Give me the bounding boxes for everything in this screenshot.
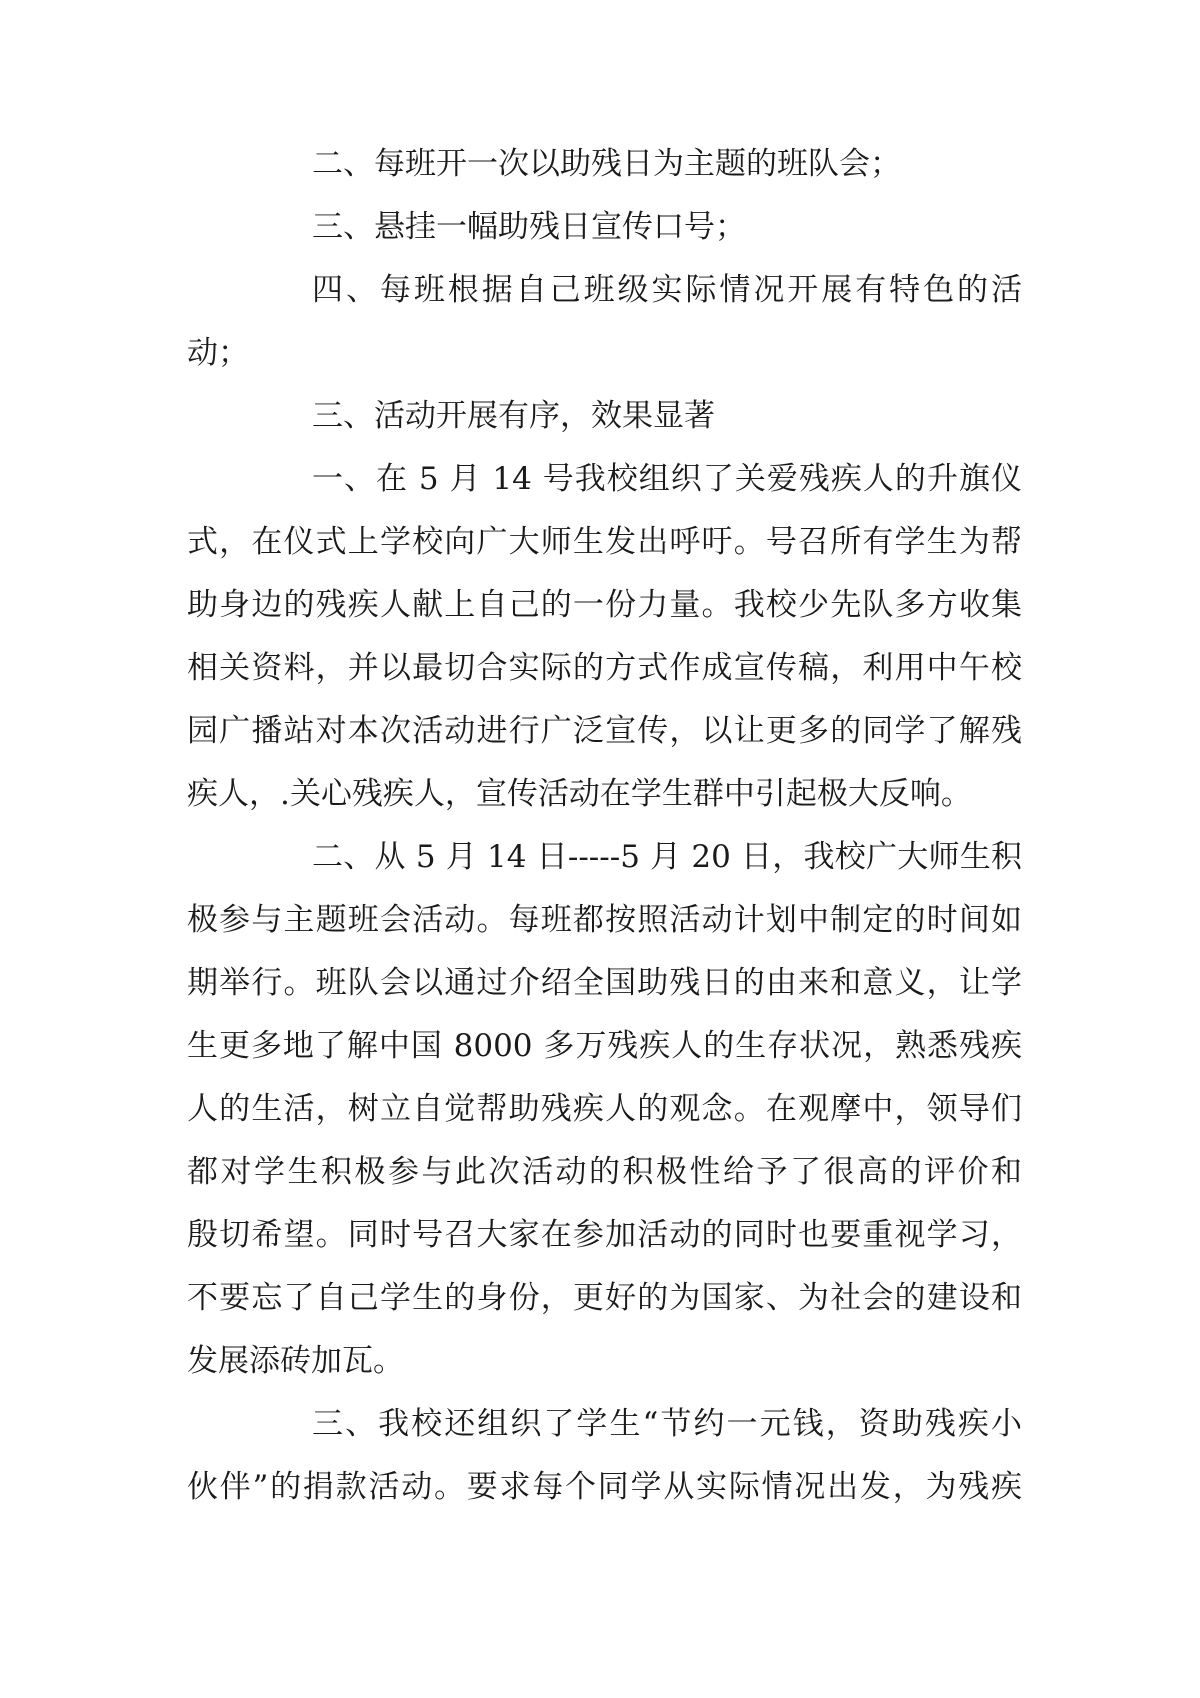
text-line: 四、每班根据自己班级实际情况开展有特色的活: [312, 272, 1022, 308]
text-line: 都对学生积极参与此次活动的积极性给予了很高的评价和: [187, 1154, 1022, 1190]
text-line: 伙伴”的捐款活动。要求每个同学从实际情况出发，为残疾: [187, 1469, 1022, 1505]
text-line: 二、每班开一次以助残日为主题的班队会；: [312, 146, 901, 182]
text-line: 相关资料，并以最切合实际的方式作成宣传稿，利用中午校: [187, 650, 1022, 686]
text-line: 动；: [187, 335, 249, 371]
text-line: 二、从 5 月 14 日-----5 月 20 日，我校广大师生积: [312, 839, 1022, 875]
text-line: 三、悬挂一幅助残日宣传口号；: [312, 209, 746, 245]
text-line: 人的生活，树立自觉帮助残疾人的观念。在观摩中，领导们: [187, 1091, 1022, 1127]
text-line: 三、活动开展有序，效果显著: [312, 398, 715, 434]
text-line: 期举行。班队会以通过介绍全国助残日的由来和意义，让学: [187, 965, 1022, 1001]
text-line: 不要忘了自己学生的身份，更好的为国家、为社会的建设和: [187, 1280, 1022, 1316]
text-line: 殷切希望。同时号召大家在参加活动的同时也要重视学习，: [187, 1217, 1022, 1253]
text-line: 一、在 5 月 14 号我校组织了关爱残疾人的升旗仪: [312, 461, 1022, 497]
text-line: 极参与主题班会活动。每班都按照活动计划中制定的时间如: [187, 902, 1022, 938]
text-line: 式，在仪式上学校向广大师生发出呼吁。号召所有学生为帮: [187, 524, 1022, 560]
text-line: 生更多地了解中国 8000 多万残疾人的生存状况，熟悉残疾: [187, 1028, 1022, 1064]
text-line: 发展添砖加瓦。: [187, 1343, 404, 1379]
text-line: 三、我校还组织了学生“节约一元钱，资助残疾小: [312, 1406, 1022, 1442]
text-line: 园广播站对本次活动进行广泛宣传，以让更多的同学了解残: [187, 713, 1022, 749]
text-line: 助身边的残疾人献上自己的一份力量。我校少先队多方收集: [187, 587, 1022, 623]
text-line: 疾人，.关心残疾人，宣传活动在学生群中引起极大反响。: [187, 776, 972, 812]
